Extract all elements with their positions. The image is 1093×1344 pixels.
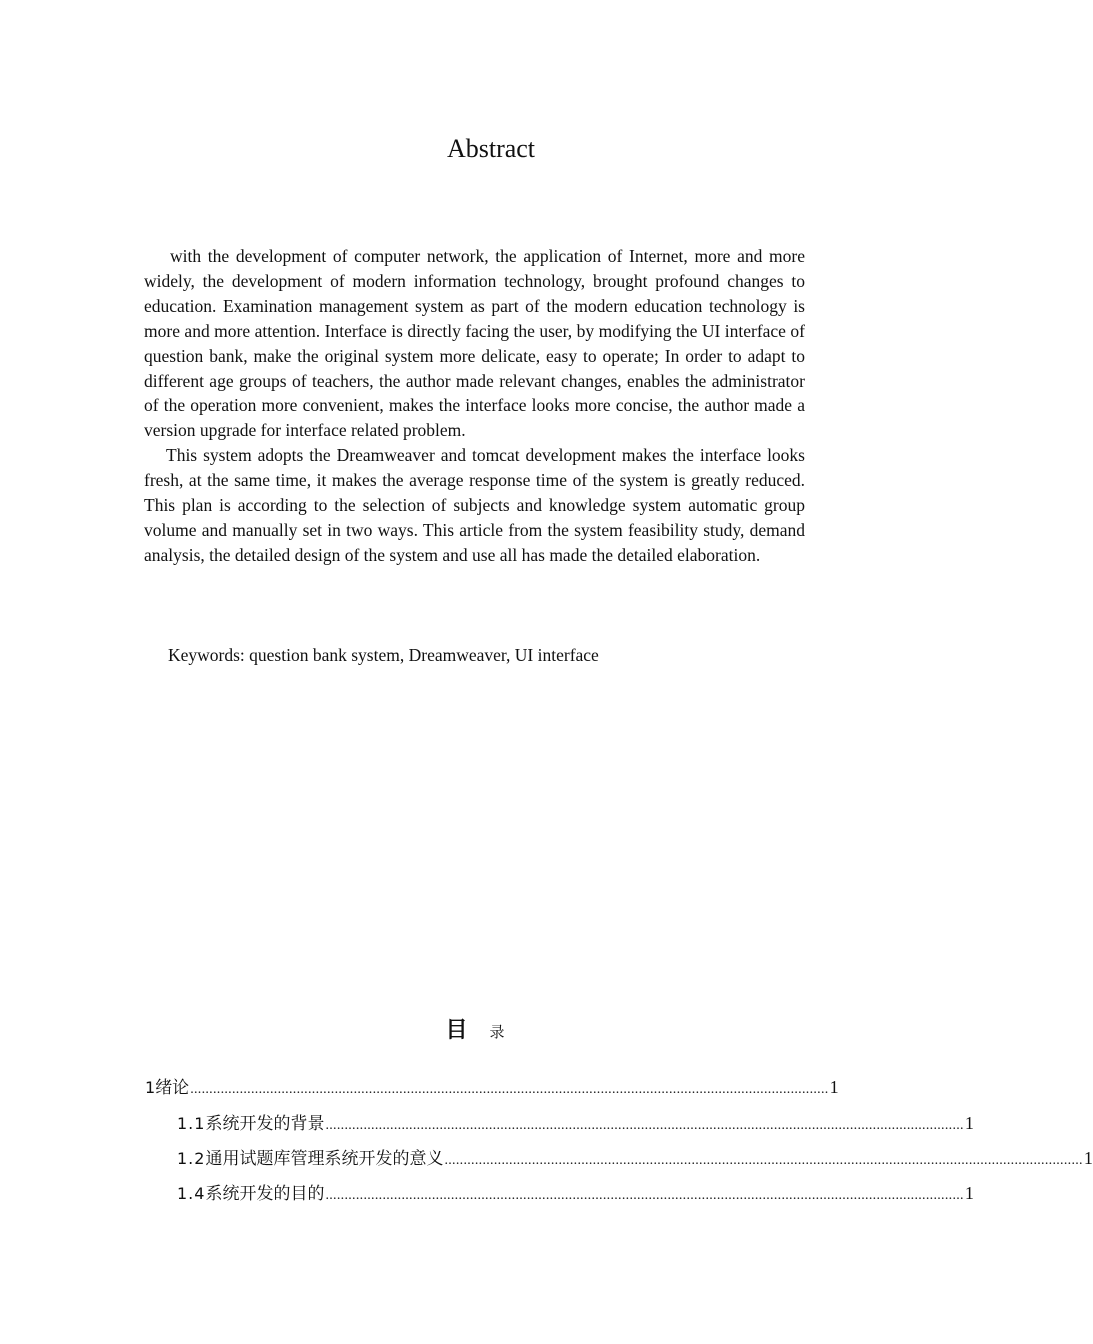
toc-title — [0, 1014, 950, 1047]
toc-entry-label: 系统开发的目的 — [205, 1184, 325, 1204]
toc-title-main: 目 — [445, 1018, 468, 1043]
abstract-title: Abstract — [446, 134, 536, 163]
abstract-keywords: Keywords: question bank system, Dreamweaver, UI interface — [168, 645, 599, 665]
toc-entry-page: 1 — [829, 1077, 839, 1097]
toc-entry-label: 通用试题库管理系统开发的意义 — [205, 1149, 444, 1169]
abstract-body — [144, 244, 805, 568]
abstract-paragraph-2: This system adopts the Dreamweaver and tomcat development makes the interface looks fresh, at the same time, it makes the average response time of the system is greatly reduced. This plan is according to the selection of subjects and knowledge system automatic group volume and manually set in two ways. This article from the system feasibility study, demand analysis, the detailed design of the system and use all has made the detailed elaboration. — [144, 445, 805, 565]
toc-entry-page: 1 — [964, 1183, 974, 1203]
toc-entry-page: 1 — [964, 1113, 974, 1133]
toc-entry-number: 1 — [145, 1078, 156, 1097]
toc-entry-label: 系统开发的背景 — [205, 1114, 325, 1134]
toc-entry-label: 绪论 — [155, 1078, 190, 1098]
toc-entry-number: 1.4 — [177, 1184, 206, 1203]
toc-leader-dots: ........................................................................................................................................................................ — [190, 1082, 829, 1097]
toc-entry-1[interactable] — [145, 1075, 839, 1099]
toc-entry-number: 1.1 — [177, 1114, 206, 1133]
toc-entry-1-1[interactable] — [177, 1111, 974, 1135]
toc-leader-dots: ........................................................................................................................................................................ — [325, 1118, 964, 1133]
toc-entry-1-2[interactable] — [177, 1146, 1093, 1170]
toc-entry-1-4[interactable] — [177, 1181, 974, 1205]
toc-entry-number: 1.2 — [177, 1149, 206, 1168]
toc-title-secondary: 录 — [489, 1023, 505, 1041]
toc-leader-dots: ........................................................................................................................................................................ — [325, 1188, 964, 1203]
toc-leader-dots: ........................................................................................................................................................................ — [444, 1153, 1083, 1168]
abstract-paragraph-1: with the development of computer network, the application of Internet, more and more widely, the development of modern information technology, brought profound changes to education. Examination management system as part of the modern education technology is more and more attention. Interface is directly facing the user, by modifying the UI interface of question bank, make the original system more delicate, easy to operate; In order to adapt to different age groups of teachers, the author made relevant changes, enables the administrator of the operation more convenient, makes the interface looks more concise, the author made a version upgrade for interface related problem. — [144, 246, 805, 441]
toc-entry-page: 1 — [1083, 1148, 1093, 1168]
